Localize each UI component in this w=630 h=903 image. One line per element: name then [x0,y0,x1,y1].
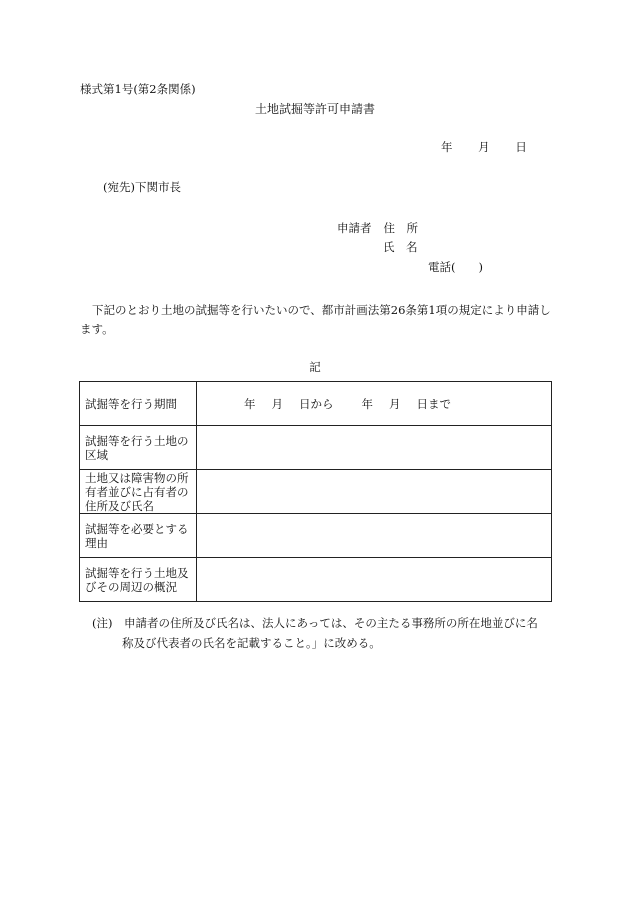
ki-heading: 記 [309,360,321,374]
application-table [79,381,552,602]
applicant-label: 申請者 [337,221,372,235]
period-value [197,382,552,426]
phone-label: 電話( ) [428,260,483,274]
date-year-label: 年 [441,140,453,154]
table-row [80,558,552,602]
reason-value[interactable] [197,514,552,558]
period-start-day: 日から [299,396,334,411]
note-line-2: 称及び代表者の氏名を記載すること。」に改める。 [122,636,381,650]
date-line [441,142,549,154]
row-label-overview: 試掘等を行う土地及びその周辺の概況 [80,558,197,602]
row-label-area: 試掘等を行う土地の区域 [80,426,197,470]
period-start-month: 月 [271,396,283,411]
overview-value[interactable] [197,558,552,602]
date-day-label: 日 [515,140,527,154]
name-label: 氏 名 [383,240,418,254]
form-number: 様式第1号(第2条関係) [80,82,196,96]
document-title: 土地試掘等許可申請書 [254,102,375,116]
applicant-address-line [337,223,418,235]
table-row [80,382,552,426]
table-row [80,470,552,514]
period-start-year: 年 [244,396,256,411]
table-row [80,514,552,558]
period-text [202,397,546,411]
owners-value[interactable] [197,470,552,514]
note [92,613,562,653]
area-value[interactable] [197,426,552,470]
row-label-period: 試掘等を行う期間 [80,382,197,426]
note-line-1: (注) 申請者の住所及び氏名は、法人にあっては、その主たる事務所の所在地並びに名 [92,616,538,630]
address-label: 住 所 [383,221,418,235]
date-month-label: 月 [478,140,490,154]
application-statement: 下記のとおり土地の試掘等を行いたいので、都市計画法第26条第1項の規定により申請します。 [80,303,551,336]
row-label-owners: 土地又は障害物の所有者並びに占有者の住所及び氏名 [80,470,197,514]
table-row [80,426,552,470]
period-end-day: 日まで [416,396,451,411]
row-label-reason: 試掘等を必要とする理由 [80,514,197,558]
period-end-month: 月 [389,396,401,411]
period-end-year: 年 [361,396,373,411]
addressee: (宛先)下関市長 [103,180,181,194]
